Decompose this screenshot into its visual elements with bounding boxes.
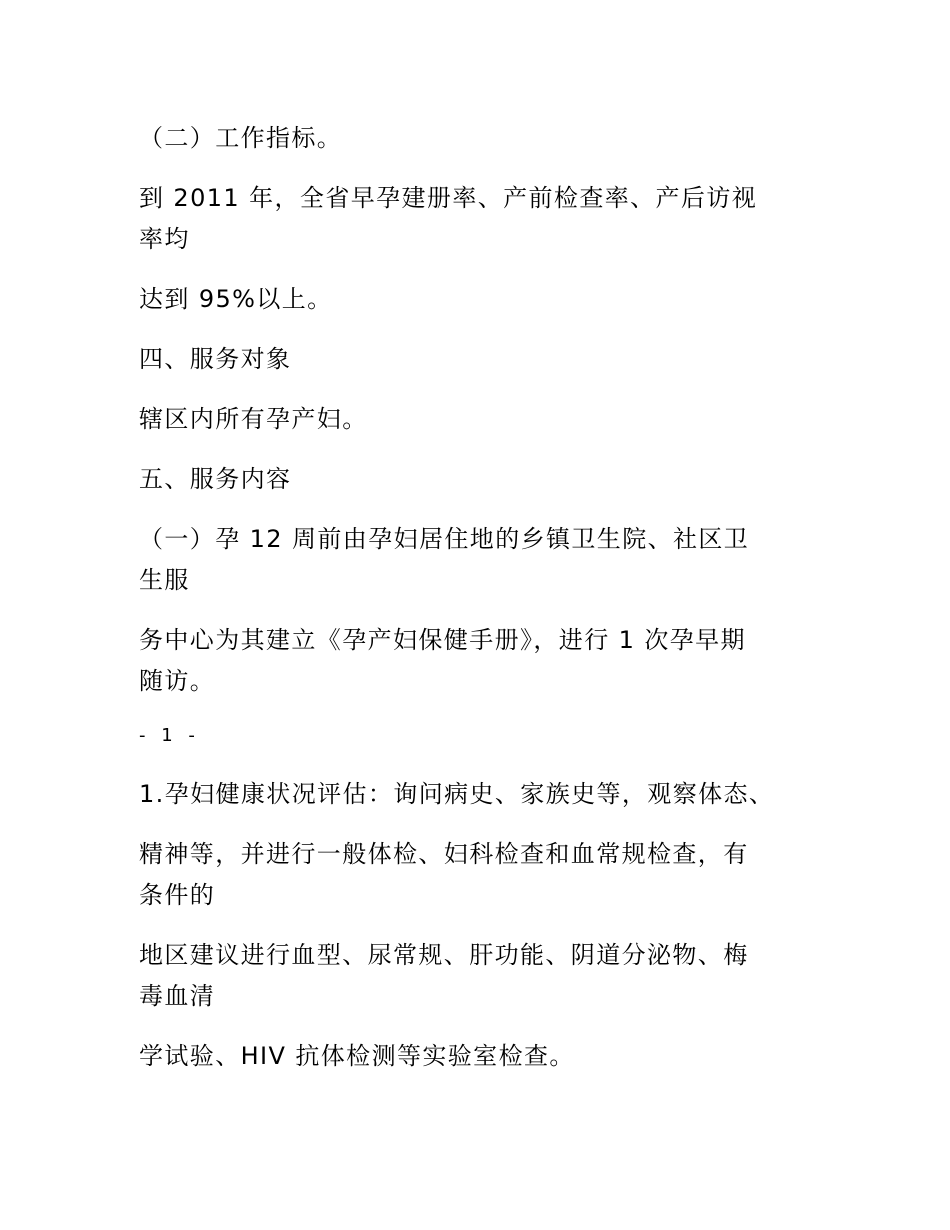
text-line: 率均 bbox=[139, 225, 190, 253]
text-line: 1.孕妇健康状况评估：询问病史、家族史等，观察体态、 bbox=[139, 780, 775, 808]
text-line: 辖区内所有孕产妇。 bbox=[139, 405, 368, 433]
text-line-section-heading: 五、服务内容 bbox=[139, 465, 292, 493]
text-line: 学试验、HIV 抗体检测等实验室检查。 bbox=[139, 1042, 575, 1070]
text-line-section-heading: 四、服务对象 bbox=[139, 345, 292, 373]
text-line: 地区建议进行血型、尿常规、肝功能、阴道分泌物、梅 bbox=[139, 941, 749, 969]
text-line: 随访。 bbox=[139, 667, 216, 695]
text-line: 达到 95%以上。 bbox=[139, 285, 333, 313]
page-number: - 1 - bbox=[139, 725, 200, 746]
text-line: 毒血清 bbox=[139, 982, 216, 1010]
text-line: 条件的 bbox=[139, 881, 216, 909]
text-line: 务中心为其建立《孕产妇保健手册》，进行 1 次孕早期 bbox=[139, 626, 746, 654]
text-line: 精神等，并进行一般体检、妇科检查和血常规检查，有 bbox=[139, 840, 749, 868]
text-line: 生服 bbox=[139, 566, 190, 594]
text-line: （一）孕 12 周前由孕妇居住地的乡镇卫生院、社区卫 bbox=[139, 525, 750, 553]
text-line: 到 2011 年，全省早孕建册率、产前检查率、产后访视 bbox=[139, 184, 758, 212]
text-line-section-heading: （二）工作指标。 bbox=[139, 124, 343, 152]
